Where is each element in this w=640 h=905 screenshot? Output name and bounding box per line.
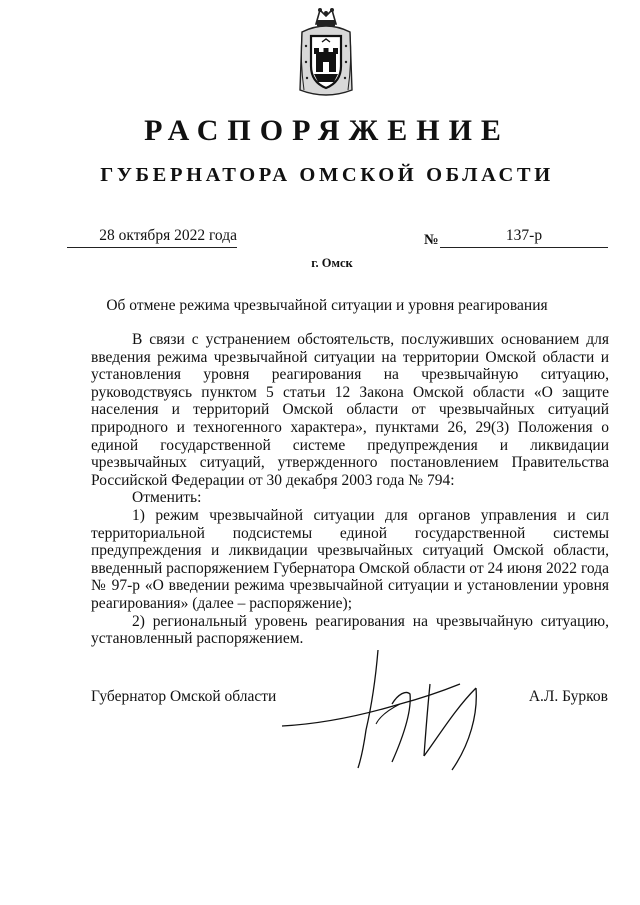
- signer-position: Губернатор Омской области: [91, 688, 277, 705]
- issue-city: г. Омск: [311, 256, 353, 270]
- preamble-paragraph: В связи с устранением обстоятельств, послуживших основанием для введения режима чрезвычайной ситуации на территории Омской области и установления уровня реагирования на чрезвычайную ситуацию, руководствуясь пунктом 5 статьи 12 Закона Омской области «О защите населения и территорий Омской области от чрезвычайных ситуаций природного и техногенного характера», пунктами 26, 29(3) Положения о единой государственной системе предупреждения и ликвидации чрезвычайных ситуаций, утвержденного постановлением Правительства Российской Федерации от 30 декабря 2003 года № 794:: [91, 331, 609, 489]
- item-2-paragraph: 2) региональный уровень реагирования на чрезвычайную ситуацию, установленный распоряжением.: [91, 612, 609, 648]
- item-1-paragraph: 1) режим чрезвычайной ситуации для органов управления и сил территориальной подсистемы единой государственной системы предупреждения и ликвидации чрезвычайных ситуаций Омской области, введенный распоряжением Губернатора Омской области от 24 июня 2022 года № 97-р «О введении режима чрезвычайной ситуации и установлении уровня реагирования» (далее – распоряжение);: [91, 506, 609, 612]
- document-body: [91, 331, 609, 648]
- document-type-heading: РАСПОРЯЖЕНИЕ: [144, 114, 510, 147]
- handwritten-signature-icon: [280, 644, 510, 774]
- issuer-heading: ГУБЕРНАТОРА ОМСКОЙ ОБЛАСТИ: [100, 164, 554, 186]
- document-date: 28 октября 2022 года: [67, 226, 237, 248]
- document-number: 137-р: [440, 226, 608, 248]
- document-title: Об отмене режима чрезвычайной ситуации и уровня реагирования: [106, 297, 548, 314]
- directive-paragraph: Отменить:: [132, 489, 202, 507]
- signer-name: А.Л. Бурков: [528, 688, 608, 705]
- coat-of-arms-icon: [296, 2, 356, 100]
- number-sign: №: [424, 232, 439, 248]
